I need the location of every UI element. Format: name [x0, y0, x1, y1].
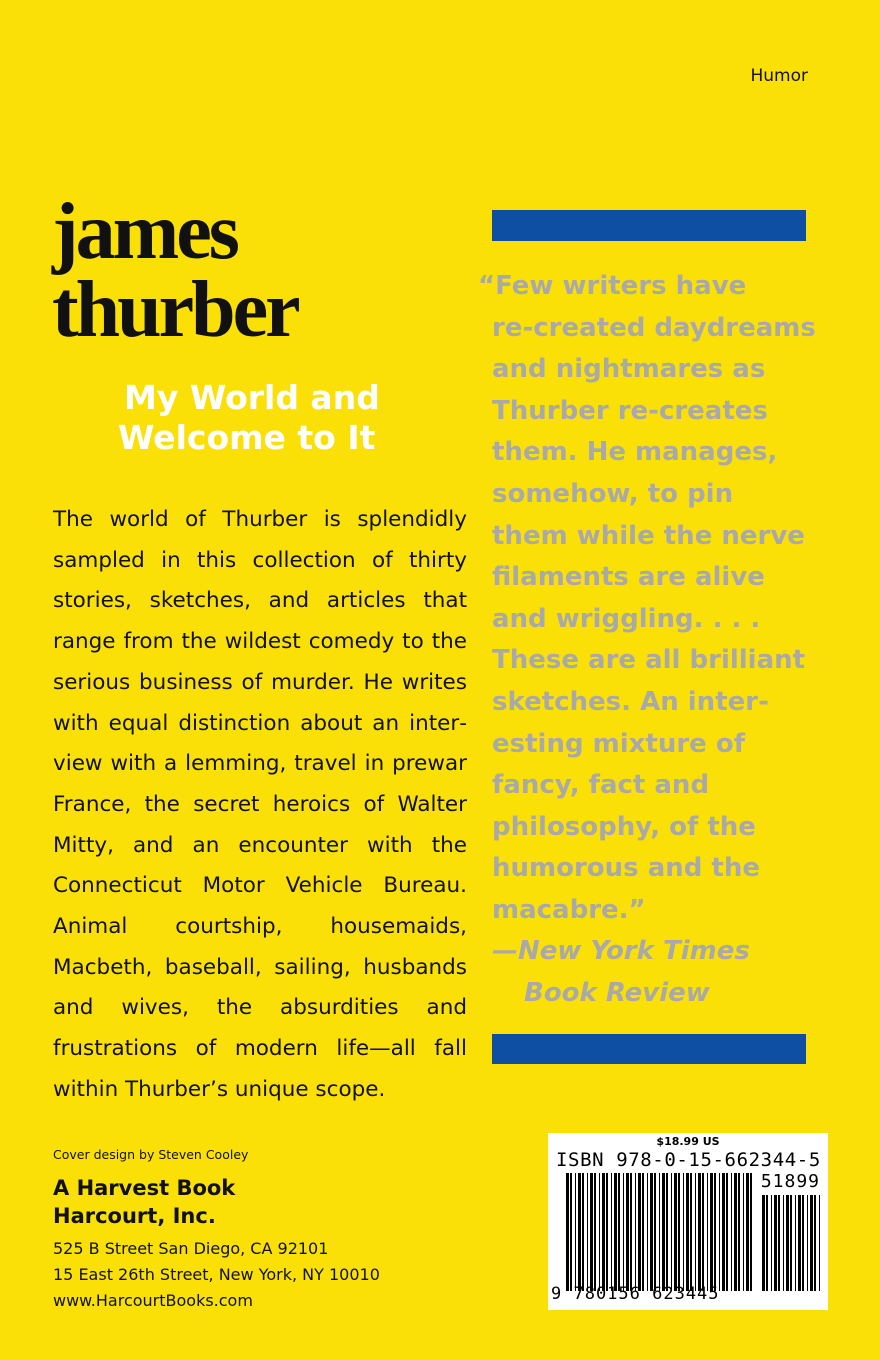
cover-design-credit: Cover design by Steven Cooley — [53, 1147, 249, 1162]
genre-label: Humor — [750, 66, 808, 86]
review-line: them while the nerve — [492, 520, 805, 551]
barcode-bar — [714, 1173, 716, 1291]
barcode-bar — [678, 1173, 680, 1291]
barcode-bar — [587, 1173, 588, 1291]
review-line: filaments are alive — [492, 562, 765, 593]
barcode-bar — [626, 1173, 629, 1291]
barcode-bar — [722, 1173, 725, 1291]
barcode-bar — [726, 1173, 728, 1291]
barcode-bar — [662, 1173, 665, 1291]
review-line: and wriggling. . . . — [492, 603, 761, 634]
review-line: fancy, fact and — [492, 770, 710, 801]
barcode-bar — [743, 1173, 744, 1291]
barcode-bar — [731, 1173, 732, 1291]
barcode-bar — [766, 1195, 768, 1291]
publisher-name: Harcourt, Inc. — [53, 1204, 216, 1228]
barcode-bar — [771, 1195, 772, 1291]
barcode-bar — [614, 1173, 617, 1291]
barcode-bar — [594, 1173, 596, 1291]
review-line: philosophy, of the — [492, 811, 756, 842]
book-description: The world of Thurber is splendidly sampled in this collection of thirty stories, sketches, and articles that range from the wildest comedy to the serious business of murder. He writes with equal distinction about an interview with a lemming, travel in prewar France, the secret heroics of Walter Mitty, and an encounter with the Connecticut Motor Vehicle Bureau. Animal courtship, housemaids, Macbeth, baseball, sailing, husbands and wives, the absurdities and frustrations of modern life—all fall within Thurber’s unique scope. — [53, 507, 467, 1102]
barcode-bar — [810, 1195, 813, 1291]
ean-digits: 9 780156 623445 — [551, 1284, 720, 1304]
barcode-bar — [734, 1173, 737, 1291]
barcode-bar — [570, 1173, 572, 1291]
review-line: esting mixture of — [492, 728, 746, 759]
barcode-bar — [611, 1173, 612, 1291]
barcode-bar — [762, 1195, 765, 1291]
accent-bar-top — [492, 210, 806, 241]
address-line-1: 525 B Street San Diego, CA 92101 — [53, 1239, 329, 1258]
barcode-bar — [707, 1173, 708, 1291]
barcode-bar — [819, 1195, 820, 1291]
barcode-bar — [695, 1173, 696, 1291]
review-line: These are all brilliant — [492, 645, 806, 676]
review-line: and nightmares as — [492, 354, 766, 385]
barcode-bar — [710, 1173, 713, 1291]
barcode-panel — [548, 1133, 828, 1310]
barcode-bar — [606, 1173, 608, 1291]
barcode-bar — [698, 1173, 701, 1291]
barcode-bar — [750, 1173, 752, 1291]
barcode-bar — [602, 1173, 605, 1291]
barcode-bar — [690, 1173, 692, 1291]
barcode-bar — [738, 1173, 740, 1291]
barcode-bar — [638, 1173, 641, 1291]
review-quote — [478, 266, 816, 932]
barcode-bar — [618, 1173, 620, 1291]
barcode-bar — [647, 1173, 648, 1291]
review-source-line-2: Book Review — [524, 977, 710, 1008]
price-code: 51899 — [760, 1171, 820, 1192]
barcode-bar — [778, 1195, 780, 1291]
barcode-bar — [578, 1173, 581, 1291]
review-line: Thurber re-creates — [492, 395, 768, 426]
barcode-bar — [786, 1195, 789, 1291]
review-line: re-created daydreams — [492, 312, 816, 343]
barcode-bar — [686, 1173, 689, 1291]
price-label: $18.99 US — [656, 1135, 720, 1148]
barcode-bar — [582, 1173, 584, 1291]
barcode-bar — [590, 1173, 593, 1291]
accent-bar-bottom — [492, 1034, 806, 1064]
barcode-bar — [599, 1173, 600, 1291]
barcode-bar — [671, 1173, 672, 1291]
address-line-2: 15 East 26th Street, New York, NY 10010 — [53, 1265, 380, 1284]
barcode-bar — [746, 1173, 749, 1291]
review-line: somehow, to pin — [492, 478, 734, 509]
barcode-bar — [798, 1195, 801, 1291]
publisher-address — [53, 1236, 380, 1314]
barcode-bar — [666, 1173, 668, 1291]
publisher-imprint: A Harvest Book — [53, 1176, 236, 1200]
isbn-number: ISBN 978-0-15-662344-5 — [556, 1149, 821, 1171]
book-title-line-1: My World and — [124, 378, 380, 417]
review-line: them. He manages, — [492, 437, 778, 468]
book-title-line-2: Welcome to It — [118, 418, 376, 457]
barcode-bar — [650, 1173, 653, 1291]
barcode-bar — [642, 1173, 644, 1291]
barcode-bar — [802, 1195, 804, 1291]
author-first-name: james — [52, 188, 237, 276]
barcode-bar — [674, 1173, 677, 1291]
review-source-line-1: —New York Times — [492, 936, 750, 966]
author-last-name: thurber — [52, 266, 298, 354]
barcode-bar — [635, 1173, 636, 1291]
barcode-bar — [719, 1173, 720, 1291]
review-line: macabre.” — [492, 894, 646, 925]
barcode-bar — [566, 1173, 569, 1291]
publisher-website: www.HarcourtBooks.com — [53, 1291, 253, 1310]
barcode-bar — [774, 1195, 777, 1291]
review-line: sketches. An inter- — [492, 686, 769, 717]
barcode-bar — [654, 1173, 656, 1291]
publisher-block — [53, 1174, 235, 1230]
barcode-bar — [783, 1195, 784, 1291]
barcode-bar — [790, 1195, 792, 1291]
barcode-bar — [659, 1173, 660, 1291]
barcode-bar — [702, 1173, 704, 1291]
barcode-bar — [683, 1173, 684, 1291]
review-line: humorous and the — [492, 853, 760, 884]
barcode-bar — [623, 1173, 624, 1291]
barcode-bar — [575, 1173, 576, 1291]
barcode-bar — [795, 1195, 796, 1291]
barcode-bar — [807, 1195, 808, 1291]
barcode-bar — [814, 1195, 816, 1291]
barcode-bar — [630, 1173, 632, 1291]
review-line: “Few writers have — [478, 271, 747, 301]
review-attribution — [492, 931, 750, 1014]
